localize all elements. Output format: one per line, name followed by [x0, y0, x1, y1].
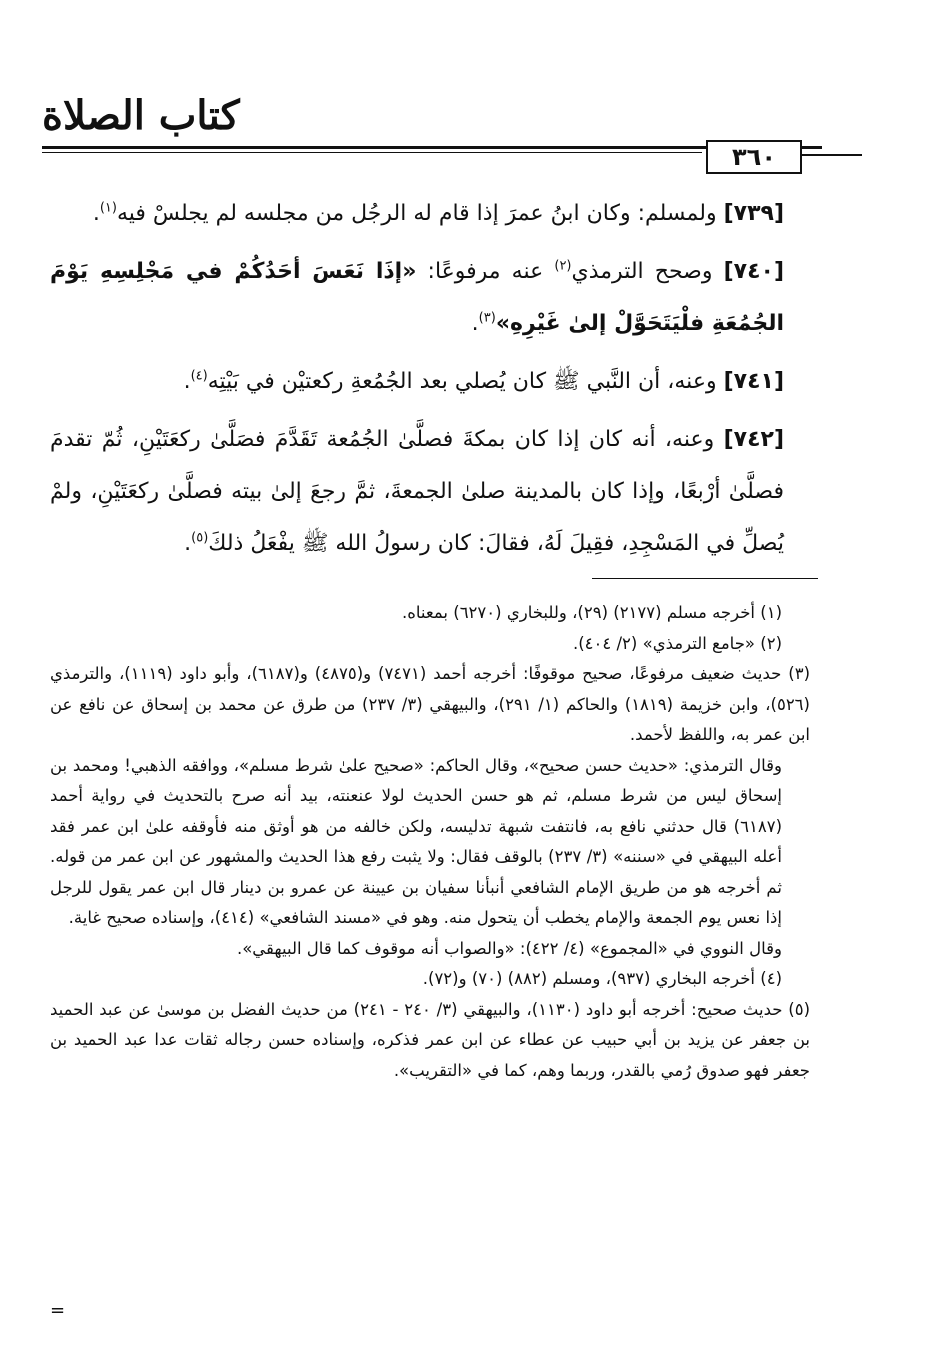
footnote-ref: (٤): [190, 368, 208, 384]
hadith-text: وعنه، أنه كان إذا كان بمكةَ فصلَّىٰ الجُمُعة تَقَدَّمَ فصَلَّىٰ ركعَتَيْنِ، ثُمّ تقدمَ فصلَّىٰ أرْبعًا، وإذا كان بالمدينة صلىٰ الجمعةَ، ثمَّ رجعَ إلىٰ بيته فصلَّىٰ ركعَتَيْنِ، ولمْ يُصلِّ في المَسْجِدِ، فقِيلَ لَهُ، فقالَ: كان رسولُ الله ﷺ يفْعَلُ ذلكَ: [50, 427, 784, 556]
hadith-end: .: [184, 531, 192, 556]
footnote-3: (٣) حديث ضعيف مرفوعًا، صحيح موقوفًا: أخرجه أحمد (٧٤٧١) و(٤٨٧٥) و(٦١٨٧)، وأبو داود (١١١٩)، والترمذي (٥٢٦)، وابن خزيمة (١٨١٩) والحاكم (١/ ٢٩١)، والبيهقي (٣/ ٢٣٧) من طرق عن محمد بن إسحاق عن نافع عن ابن عمر به، واللفظ لأحمد.: [50, 664, 810, 744]
main-text: [50, 188, 784, 576]
hadith-text: وصحح الترمذي: [571, 259, 724, 284]
hadith-739: [50, 188, 784, 240]
footnotes: [50, 598, 810, 1086]
footnote-3-comment: وقال الترمذي: «حديث حسن صحيح»، وقال الحاكم: «صحيح علىٰ شرط مسلم»، ووافقه الذهبي! ومحمد بن إسحاق ليس من شرط مسلم، ثم هو حسن الحديث لولا عنعنته، بيد أنه صرح بالتحديث في رواية أحمد (٦١٨٧) قال حدثني نافع به، فانتفت شبهة تدليسه، ولكن خالفه من هو أوثق منه فأوقفه علىٰ ابن عمر فقد أعله البيهقي في «سننه» (٣/ ٢٣٧) بالوقف فقال: ولا يثبت رفع هذا الحديث والمشهور عن ابن عمر من قوله. ثم أخرجه هو من طريق الإمام الشافعي أنبأنا سفيان بن عيينة عن عمرو بن دينار قال ابن عمر يقول للرجل إذا نعس يوم الجمعة والإمام يخطب أن يتحول منه. وهو في «مسند الشافعي» (٤١٤)، وإسناده صحيح غاية.: [50, 755, 782, 927]
hadith-740: [50, 246, 784, 350]
hadith-text-2: عنه مرفوعًا:: [416, 259, 555, 284]
hadith-text: ولمسلم: وكان ابنُ عمرَ إذا قام له الرجُل من مجلسه لم يجلسْ فيه: [116, 201, 724, 226]
footnote-ref: (٥): [191, 530, 209, 546]
footnote-3-nawawi: وقال النووي في «المجموع» (٤/ ٤٢٢): «والصواب أنه موقوف كما قال البيهقي».: [236, 938, 782, 958]
hadith-number: [٧٤٢]: [723, 427, 784, 452]
hadith-number: [٧٤١]: [723, 369, 784, 394]
hadith-text: وعنه، أن النَّبي ﷺ كان يُصلي بعد الجُمُعةِ ركعتيْن في بَيْتِه: [207, 369, 724, 394]
hadith-number: [٧٤٠]: [723, 259, 784, 284]
page-number: ٣٦٠: [706, 140, 802, 174]
footnote-4: (٤) أخرجه البخاري (٩٣٧)، ومسلم (٨٨٢) (٧٠) و(٧٢).: [422, 969, 782, 988]
page-number-tail-rule: [802, 154, 862, 156]
hadith-end: .: [92, 201, 100, 226]
hadith-quote: «إذَا نَعَسَ أحَدُكُمْ في مَجْلِسِهِ يَوْمَ الجُمُعَةِ فلْيَتَحَوَّلْ إلىٰ غَيْرِهِ»: [50, 259, 784, 336]
hadith-742: [50, 414, 784, 570]
hadith-end: .: [471, 311, 479, 336]
footnote-2: (٢) «جامع الترمذي» (٢/ ٤٠٤).: [572, 633, 782, 653]
footnote-ref: (١): [99, 200, 117, 216]
header-rule-thick: [42, 146, 822, 149]
footnote-1: (١) أخرجه مسلم (٢١٧٧) (٢٩)، وللبخاري (٦٢٧٠) بمعناه.: [402, 603, 782, 622]
continuation-mark: =: [50, 1300, 66, 1321]
hadith-741: [50, 356, 784, 408]
book-title: كتاب الصلاة: [42, 92, 240, 139]
header-rule-thin: [42, 152, 702, 153]
footnote-separator: [592, 578, 818, 579]
page-header: [42, 92, 822, 172]
footnote-ref: (٢): [554, 258, 572, 274]
hadith-end: .: [183, 369, 191, 394]
footnote-ref: (٣): [478, 310, 496, 326]
footnote-5: (٥) حديث صحيح: أخرجه أبو داود (١١٣٠)، والبيهقي (٣/ ٢٤٠ - ٢٤١) من حديث الفضل بن موسىٰ عن عبد الحميد بن جعفر عن يزيد بن أبي حبيب عن عطاء عن ابن عمر فذكره، وإسناده حسن رجاله ثقات عدا عبد الحميد بن جعفر فهو صدوق رُمي بالقدر، وربما وهم، كما في «التقريب».: [50, 999, 811, 1080]
hadith-number: [٧٣٩]: [723, 201, 784, 226]
